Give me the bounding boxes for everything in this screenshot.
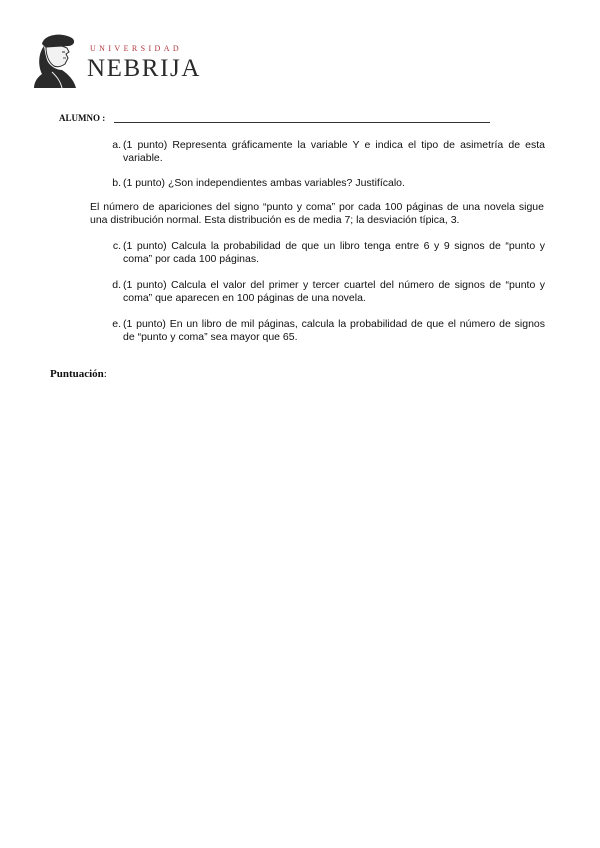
question-letter: c. bbox=[112, 240, 121, 252]
question-a bbox=[105, 139, 545, 165]
problem-statement: El número de apariciones del signo “punto y coma” por cada 100 páginas de una novela sigue una distribución normal. Esta distribución es de media 7; la desviación típica, 3. bbox=[90, 201, 544, 226]
question-text: (1 punto) Calcula la probabilidad de que un libro tenga entre 6 y 9 signos de “punto y coma” por cada 100 páginas. bbox=[123, 240, 545, 265]
score-label bbox=[50, 368, 107, 380]
student-label: ALUMNO : bbox=[59, 113, 106, 123]
nebrija-portrait-icon bbox=[32, 30, 78, 88]
question-letter: a. bbox=[112, 139, 121, 151]
student-name-line bbox=[114, 122, 490, 123]
logo-university-label: UNIVERSIDAD bbox=[90, 44, 183, 53]
score-label-text: Puntuación bbox=[50, 368, 104, 380]
question-e bbox=[105, 318, 545, 344]
question-text: (1 punto) ¿Son independientes ambas variables? Justifícalo. bbox=[123, 177, 405, 189]
question-text: (1 punto) Representa gráficamente la variable Y e indica el tipo de asimetría de esta variable. bbox=[123, 139, 545, 164]
score-label-colon: : bbox=[103, 368, 107, 380]
question-letter: b. bbox=[112, 177, 121, 189]
logo-university-name: NEBRIJA bbox=[87, 55, 201, 82]
question-text: (1 punto) Calcula el valor del primer y tercer cuartel del número de signos de “punto y coma” que aparecen en 100 páginas de una novela. bbox=[123, 279, 545, 304]
university-logo bbox=[32, 30, 202, 90]
question-b bbox=[105, 177, 545, 190]
question-text: (1 punto) En un libro de mil páginas, calcula la probabilidad de que el número de signos de “punto y coma” sea mayor que 65. bbox=[123, 318, 545, 343]
question-letter: d. bbox=[112, 279, 121, 291]
question-d bbox=[105, 279, 545, 305]
question-letter: e. bbox=[112, 318, 121, 330]
question-c bbox=[105, 240, 545, 266]
